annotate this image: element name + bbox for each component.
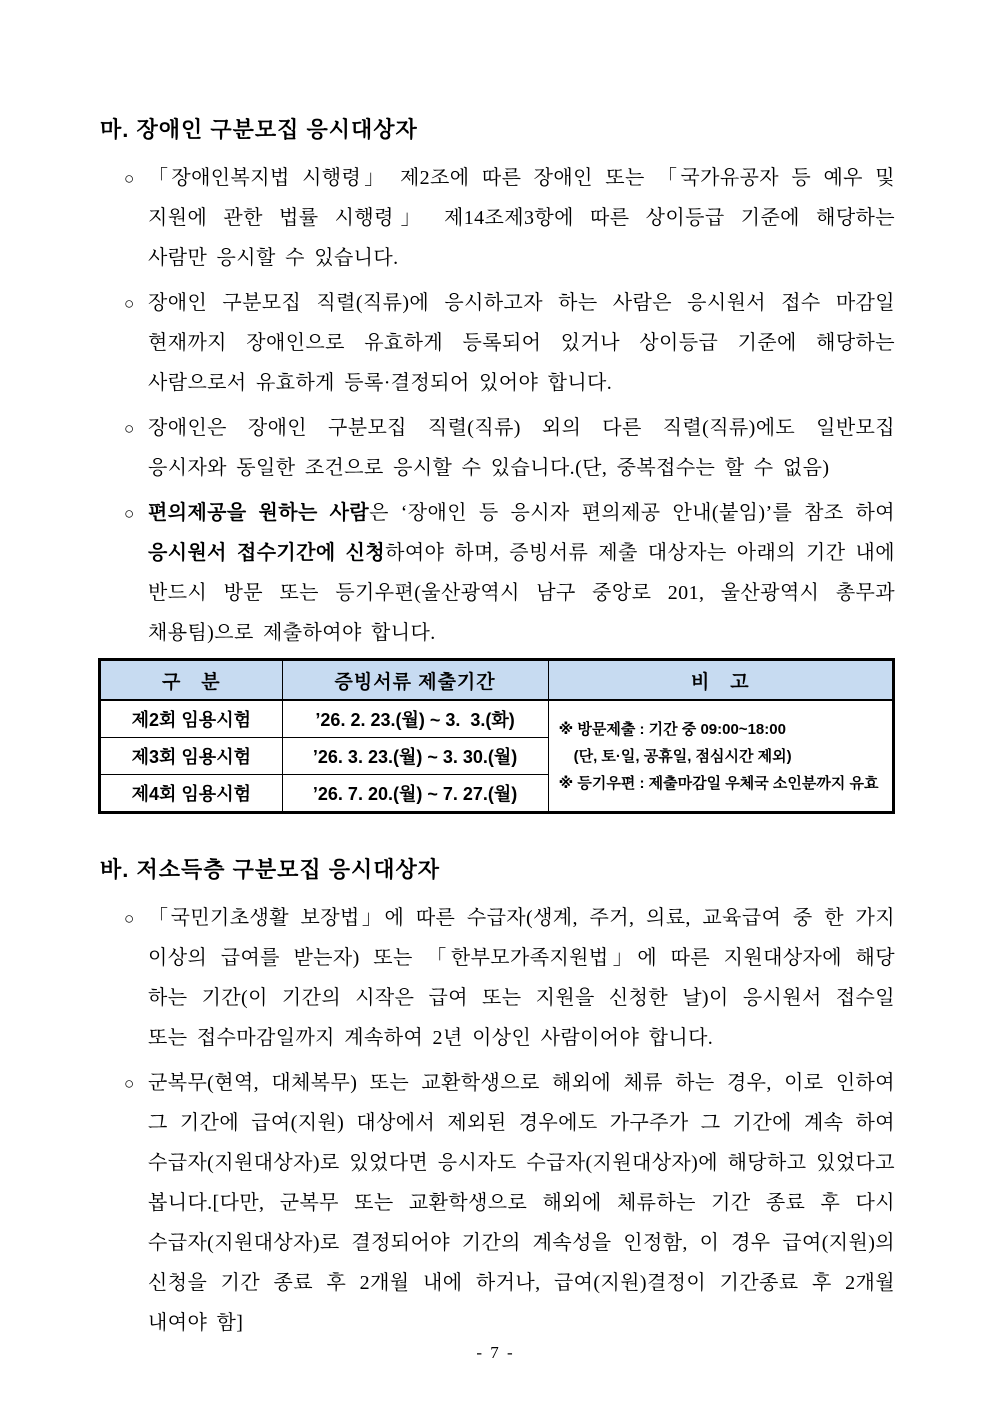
circle-bullet-icon: ○ — [124, 504, 135, 523]
exam-period: ’26. 2. 23.(월) ~ 3. 3.(화) — [282, 700, 548, 738]
section-heading-ma: 마. 장애인 구분모집 응시대상자 — [100, 117, 418, 142]
bullet-convenience-request — [98, 493, 895, 653]
exam-label: 제4회 임용시험 — [100, 775, 283, 813]
bullet-text: 장애인은 장애인 구분모집 직렬(직류) 외의 다른 직렬(직류)에도 일반모집 응시자와 동일한 조건으로 응시할 수 있습니다.(단, 중복접수는 할 수 없음) — [148, 417, 895, 479]
remarks-cell — [548, 700, 893, 813]
circle-bullet-icon: ○ — [124, 419, 135, 438]
bullet-text: 군복무(현역, 대체복무) 또는 교환학생으로 해외에 체류 하는 경우, 이로 인하여 그 기간에 급여(지원) 대상에서 제외된 경우에도 가구주가 그 기간에 계속 하여 수급자(지원대상자)로 있었다면 응시자도 수급자(지원대상자)에 해당하고 있었다고 봅니다.[다만, 군복무 또는 교환학생으로 해외에 체류하는 기간 종료 후 다시 수급자(지원대상자)로 결정되어야 기간의 계속성을 인정함, 이 경우 급여(지원)의 신청을 기간 종료 후 2개월 내에 하거나, 급여(지원)결정이 기간종료 후 2개월 내여야 함] — [148, 1072, 895, 1334]
note-registered-mail: ※ 등기우편 : 제출마감일 우체국 소인분까지 유효 — [558, 774, 879, 792]
exam-label: 제2회 임용시험 — [100, 700, 283, 738]
circle-bullet-icon: ○ — [124, 909, 135, 928]
header-cell-remarks: 비 고 — [548, 660, 893, 701]
bullet-text: 「국민기초생활 보장법」에 따른 수급자(생계, 주거, 의료, 교육급여 중 한 가지 이상의 급여를 받는자) 또는 「한부모가족지원법」에 따른 지원대상자에 해당 하는 기간(이 기간의 시작은 급여 또는 지원을 신청한 날)이 응시원서 접수일 또는 접수마감일까지 계속하여 2년 이상인 사람이어야 합니다. — [148, 907, 895, 1049]
evidence-submission-table — [98, 658, 895, 814]
circle-bullet-icon: ○ — [124, 169, 135, 188]
header-cell-category: 구 분 — [100, 660, 283, 701]
bullet-military-service — [98, 1063, 895, 1343]
note-visit-exception: (단, 토·일, 공휴일, 점심시간 제외) — [573, 747, 792, 765]
bullet-text: 장애인 구분모집 직렬(직류)에 응시하고자 하는 사람은 응시원서 접수 마감일 현재까지 장애인으로 유효하게 등록되어 있거나 상이등급 기준에 해당하는 사람으로서 유효하게 등록·결정되어 있어야 합니다. — [148, 292, 895, 394]
table-header-row — [100, 660, 894, 701]
exam-period: ’26. 7. 20.(월) ~ 7. 27.(월) — [282, 775, 548, 813]
table-row — [100, 700, 894, 738]
bullet-basic-livelihood — [98, 898, 895, 1058]
circle-bullet-icon: ○ — [124, 294, 135, 313]
bullet-registration-validity — [98, 283, 895, 403]
exam-period: ’26. 3. 23.(월) ~ 3. 30.(월) — [282, 738, 548, 775]
bullet-text: 「장애인복지법 시행령」 제2조에 따른 장애인 또는 「국가유공자 등 예우 및 지원에 관한 법률 시행령」 제14조제3항에 따른 상이등급 기준에 해당하는 사람만 응시할 수 있습니다. — [148, 167, 895, 269]
note-visit-submission: ※ 방문제출 : 기간 중 09:00~18:00 — [558, 720, 786, 738]
page-number: - 7 - — [476, 1343, 515, 1362]
bullet-text: 은 ‘장애인 등 응시자 편의제공 안내(붙임)’를 참조 하여 — [369, 502, 895, 524]
bullet-text-bold: 응시원서 접수기간에 신청 — [148, 542, 386, 564]
bullet-text-bold: 편의제공을 원하는 사람 — [148, 502, 370, 524]
bullet-disability-law — [98, 158, 895, 278]
section-heading-ba: 바. 저소득층 구분모집 응시대상자 — [100, 857, 440, 882]
circle-bullet-icon: ○ — [124, 1074, 135, 1093]
header-cell-period: 증빙서류 제출기간 — [282, 660, 548, 701]
bullet-text: 하여야 하며, 증빙서류 제출 대상자는 아래의 기간 내에 반드시 방문 또는 등기우편(울산광역시 남구 중앙로 201, 울산광역시 총무과 채용팀)으로 제출하여야 합니다. — [148, 542, 895, 644]
exam-label: 제3회 임용시험 — [100, 738, 283, 775]
bullet-general-recruitment — [98, 408, 895, 488]
